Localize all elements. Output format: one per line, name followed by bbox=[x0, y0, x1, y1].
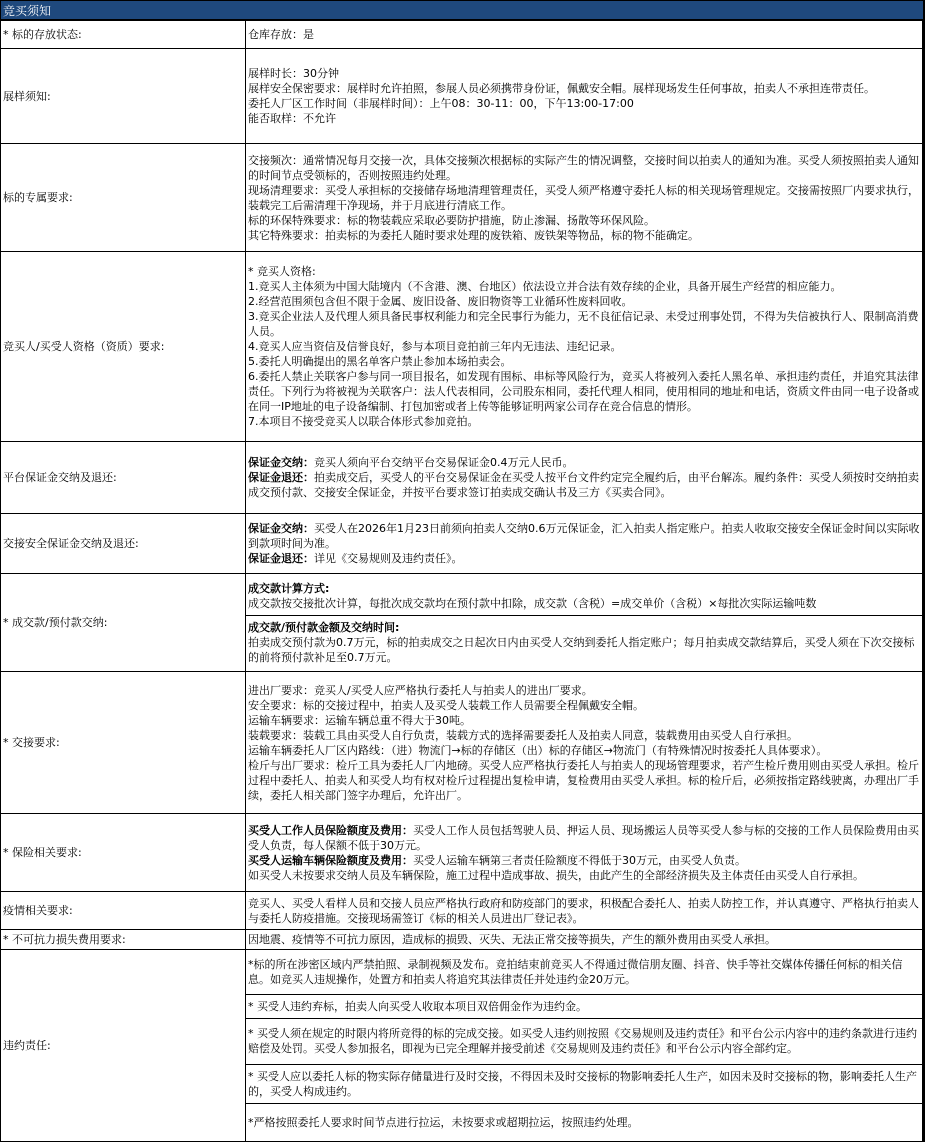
row-value: 成交款计算方式: 成交款按交接批次计算，每批次成交款均在预付款中扣除，成交款（含税）=成交单价（含税）×每批次实际运输吨数 成交款/预付款金额及交纳时间: 拍卖成交预付款为0.7万元，标的拍卖成交之日起次日内由买受人交纳到委托人指定账户；每月拍卖成交款结算后，买受人须在下次交接标的前将预付款补足至0.7万元。 bbox=[246, 574, 923, 672]
row-value: 买受人工作人员保险额度及费用：买受人工作人员包括驾驶人员、押运人员、现场搬运人员等买受人参与标的交接的工作人员保险费用由买受人负责，每人保额不低于30万元。 买受人运输车辆保险额度及费用：买受人运输车辆第三者责任险额度不得低于30万元，由买受人负责。 如买受人未按要求交纳人员及车辆保险，施工过程中造成事故、损失，由此产生的全部经济损失及主体责任由买受人自行承担。 bbox=[246, 814, 923, 892]
row-label: * 交接要求: bbox=[1, 672, 246, 814]
row-label: 平台保证金交纳及退还: bbox=[1, 442, 246, 514]
row-epidemic bbox=[1, 892, 923, 930]
row-label: * 成交款/预付款交纳: bbox=[1, 574, 246, 672]
row-qualification bbox=[1, 252, 923, 442]
row-value: * 竞买人资格: 1.竞买人主体须为中国大陆境内（不含港、澳、台地区）依法设立并合法有效存续的企业，具备开展生产经营的相应能力。 2.经营范围须包含但不限于金属、废旧设备、废旧物资等工业循环性废料回收。 3.竞买企业法人及代理人须具备民事权利能力和完全民事行为能力，无不良征信记录、未受过刑事处罚，不得为失信被执行人、限制高消费人员。 4.竞买人应当资信及信誉良好，参与本项目竞拍前三年内无违法、违纪记录。 5.委托人明确提出的黑名单客户禁止参加本场拍卖会。 6.委托人禁止关联客户参与同一项目报名，如发现有围标、串标等风险行为，竞买人将被列入委托人黑名单、承担违约责任，并追究其法律责任。下列行为将被视为关联客户：法人代表相同，公司股东相同，委托代理人相同，使用相同的地址和电话，资质文件由同一电子设备或在同一IP地址的电子设备编制、打包加密或者上传等能够证明两家公司存在竞合信息的情形。 7.本项目不接受竞买人以联合体形式参加竞拍。 bbox=[246, 252, 923, 442]
row-payment bbox=[1, 574, 923, 672]
row-label: 标的专属要求: bbox=[1, 144, 246, 252]
row-value: 因地震、疫情等不可抗力原因，造成标的损毁、灭失、无法正常交接等损失，产生的额外费用由买受人承担。 bbox=[246, 930, 923, 950]
row-value: 仓库存放：是 bbox=[246, 21, 923, 49]
row-force-majeure bbox=[1, 930, 923, 950]
row-label: 展样须知: bbox=[1, 49, 246, 144]
row-viewing bbox=[1, 49, 923, 144]
section-header: 竞买须知 bbox=[0, 0, 923, 20]
row-label: 竞买人/买受人资格（资质）要求: bbox=[1, 252, 246, 442]
row-value: *标的所在涉密区域内严禁拍照、录制视频及发布。竞拍结束前竞买人不得通过微信朋友圈、抖音、快手等社交媒体传播任何标的相关信息。如竞买人违规操作，处置方和拍卖人将追究其法律责任并处违约金20万元。 * 买受人违约弃标，拍卖人向买受人收取本项目双倍佣金作为违约金。 * 买受人须在规定的时限内将所竞得的标的完成交接。如买受人违约则按照《交易规则及违约责任》和平台公示内容中的违约条款进行违约赔偿及处罚。买受人参加报名，即视为已完全理解并接受前述《交易规则及违约责任》和平台公示内容全部约定。 * 买受人应以委托人标的物实际存储量进行及时交接，不得因未及时交接标的物影响委托人生产，如因未及时交接标的物，影响委托人生产的，买受人构成违约。 *严格按照委托人要求时间节点进行拉运，未按要求或超期拉运，按照违约处理。 bbox=[246, 950, 923, 1142]
notice-table bbox=[0, 20, 923, 1142]
row-label: 交接安全保证金交纳及退还: bbox=[1, 514, 246, 574]
row-insurance bbox=[1, 814, 923, 892]
row-breach bbox=[1, 950, 923, 1142]
row-value: 保证金交纳：竞买人须向平台交纳平台交易保证金0.4万元人民币。 保证金退还：拍卖成交后，买受人的平台交易保证金在买受人按平台文件约定完全履约后，由平台解冻。履约条件：买受人须按时交纳拍卖成交预付款、交接安全保证金，并按平台要求签订拍卖成交确认书及三方《买卖合同》。 bbox=[246, 442, 923, 514]
row-handover bbox=[1, 672, 923, 814]
row-safety-deposit bbox=[1, 514, 923, 574]
row-label: 疫情相关要求: bbox=[1, 892, 246, 930]
row-label: 违约责任: bbox=[1, 950, 246, 1142]
row-value: 交接频次：通常情况每月交接一次，具体交接频次根据标的实际产生的情况调整，交接时间以拍卖人的通知为准。买受人须按照拍卖人通知的时间节点受领标的，否则按照违约处理。 现场清理要求：买受人承担标的交接储存场地清理管理责任，买受人须严格遵守委托人标的相关现场管理规定。交接需按照厂内要求执行，装载完工后需清理干净现场，并于月底进行清底工作。 标的环保特殊要求：标的物装载应采取必要防护措施，防止渗漏、扬散等环保风险。 其它特殊要求：拍卖标的为委托人随时要求处理的废铁箱、废铁架等物品，标的物不能确定。 bbox=[246, 144, 923, 252]
row-platform-deposit bbox=[1, 442, 923, 514]
row-special bbox=[1, 144, 923, 252]
row-value: 竞买人、买受人看样人员和交接人员应严格执行政府和防疫部门的要求，积极配合委托人、拍卖人防控工作，并认真遵守、严格执行拍卖人与委托人防疫措施。交接现场需签订《标的相关人员进出厂登记表》。 bbox=[246, 892, 923, 930]
row-label: * 标的存放状态: bbox=[1, 21, 246, 49]
row-label: * 不可抗力损失费用要求: bbox=[1, 930, 246, 950]
row-label: * 保险相关要求: bbox=[1, 814, 246, 892]
row-value: 展样时长：30分钟 展样安全保密要求：展样时允许拍照，参展人员必须携带身份证，佩戴安全帽。展样现场发生任何事故，拍卖人不承担连带责任。 委托人厂区工作时间（非展样时间）：上午08：30-11：00，下午13:00-17:00 能否取样：不允许 bbox=[246, 49, 923, 144]
row-value: 保证金交纳：买受人在2026年1月23日前须向拍卖人交纳0.6万元保证金，汇入拍卖人指定账户。拍卖人收取交接安全保证金时间以实际收到款项时间为准。 保证金退还：详见《交易规则及违约责任》。 bbox=[246, 514, 923, 574]
row-storage bbox=[1, 21, 923, 49]
row-value: 进出厂要求：竞买人/买受人应严格执行委托人与拍卖人的进出厂要求。 安全要求：标的交接过程中，拍卖人及买受人装载工作人员需要全程佩戴安全帽。 运输车辆要求：运输车辆总重不得大于30吨。 装载要求：装载工具由买受人自行负责，装载方式的选择需要委托人及拍卖人同意，装载费用由买受人自行承担。 运输车辆委托人厂区内路线：（进）物流门→标的存储区（出）标的存储区→物流门（有特殊情况时按委托人具体要求）。 检斤与出厂要求：检斤工具为委托人厂内地磅。买受人应严格执行委托人与拍卖人的现场管理要求，若产生检斤费用则由买受人承担。检斤过程中委托人、拍卖人和买受人均有权对检斤过程提出复检申请，复检费用由买受人承担。标的检斤后，必须按指定路线驶离，办理出厂手续，委托人相关部门签字办理后，允许出厂。 bbox=[246, 672, 923, 814]
